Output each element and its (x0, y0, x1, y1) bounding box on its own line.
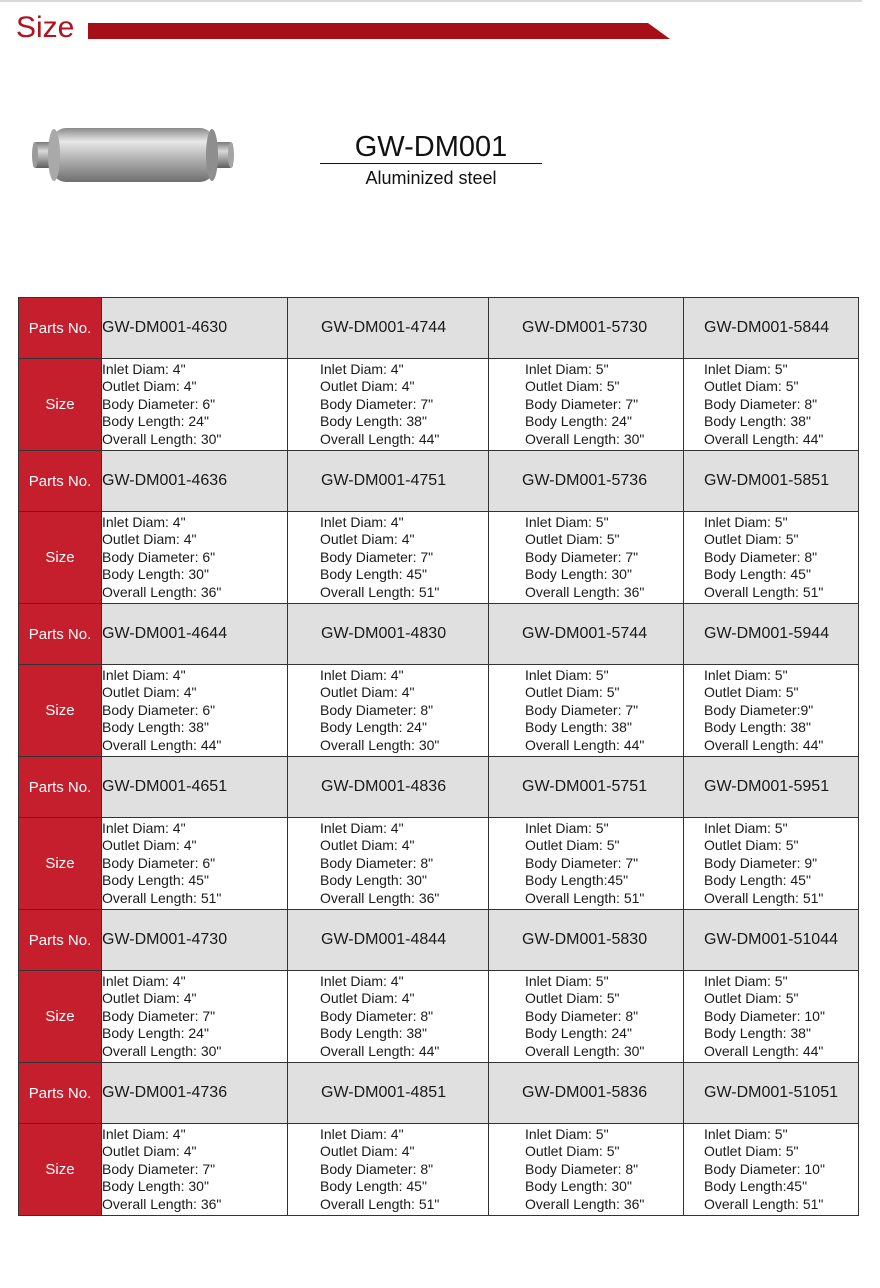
spec-line: Body Length: 45" (320, 566, 427, 583)
spec-line: Body Length:45" (525, 872, 629, 889)
spec-line: Outlet Diam: 4" (102, 837, 197, 854)
part-number-cell: GW-DM001-4636 (102, 451, 288, 512)
spec-line: Body Diameter: 8" (320, 1160, 434, 1177)
part-number-cell: GW-DM001-5736 (489, 451, 684, 512)
table-row (19, 818, 859, 910)
spec-line: Body Length: 38" (704, 413, 811, 430)
spec-line: Inlet Diam: 4" (102, 1125, 186, 1142)
spec-line: Body Length: 45" (704, 872, 811, 889)
spec-line: Outlet Diam: 5" (704, 837, 799, 854)
spec-line: Overall Length: 44" (102, 736, 222, 753)
spec-line: Inlet Diam: 5" (704, 360, 788, 377)
spec-line: Body Length: 30" (525, 566, 632, 583)
material-label: Aluminized steel (365, 168, 497, 188)
table-row (19, 1063, 859, 1124)
table-row (19, 757, 859, 818)
spec-line: Body Length: 24" (102, 413, 209, 430)
spec-line: Body Diameter:9" (704, 701, 814, 718)
part-number-cell: GW-DM001-4751 (288, 451, 489, 512)
spec-line: Overall Length: 44" (320, 1042, 440, 1059)
spec-line: Body Diameter: 8" (525, 1160, 639, 1177)
parts-no-label: Parts No. (19, 757, 102, 818)
spec-cell (489, 512, 684, 604)
part-number-cell: GW-DM001-51051 (684, 1063, 859, 1124)
spec-line: Inlet Diam: 5" (525, 666, 609, 683)
part-number-cell: GW-DM001-5851 (684, 451, 859, 512)
spec-cell (684, 512, 859, 604)
muffler-image (30, 124, 236, 184)
spec-line: Inlet Diam: 4" (320, 360, 404, 377)
spec-line: Outlet Diam: 4" (320, 1143, 415, 1160)
part-number-cell: GW-DM001-4830 (288, 604, 489, 665)
spec-line: Outlet Diam: 5" (525, 378, 620, 395)
spec-cell (489, 818, 684, 910)
spec-line: Outlet Diam: 4" (320, 378, 415, 395)
spec-line: Overall Length: 51" (525, 889, 645, 906)
spec-line: Body Diameter: 10" (704, 1007, 825, 1024)
size-label: Size (19, 665, 102, 757)
part-number-cell: GW-DM001-51044 (684, 910, 859, 971)
spec-line: Body Length:45" (704, 1178, 808, 1195)
model-name: GW-DM001 (354, 131, 508, 163)
spec-line: Overall Length: 36" (102, 583, 222, 600)
spec-cell (102, 971, 288, 1063)
spec-cell (102, 359, 288, 451)
part-number-cell: GW-DM001-4836 (288, 757, 489, 818)
spec-cell (489, 665, 684, 757)
table-row (19, 1124, 859, 1216)
table-row (19, 665, 859, 757)
spec-line: Inlet Diam: 5" (525, 1125, 609, 1142)
spec-line: Outlet Diam: 5" (525, 837, 620, 854)
spec-line: Body Diameter: 7" (320, 548, 434, 565)
part-number-cell: GW-DM001-4730 (102, 910, 288, 971)
spec-line: Overall Length: 36" (320, 889, 440, 906)
spec-line: Inlet Diam: 4" (102, 972, 186, 989)
part-number-cell: GW-DM001-5751 (489, 757, 684, 818)
table-row (19, 451, 859, 512)
spec-line: Body Diameter: 8" (525, 1007, 639, 1024)
spec-cell (288, 512, 489, 604)
spec-line: Inlet Diam: 5" (704, 972, 788, 989)
spec-line: Body Length: 30" (102, 566, 209, 583)
spec-line: Inlet Diam: 4" (320, 513, 404, 530)
spec-line: Body Length: 24" (320, 719, 427, 736)
spec-line: Inlet Diam: 5" (704, 819, 788, 836)
spec-line: Body Length: 30" (525, 1178, 632, 1195)
spec-line: Body Diameter: 8" (704, 548, 818, 565)
spec-line: Body Diameter: 6" (102, 548, 216, 565)
spec-line: Body Diameter: 6" (102, 854, 216, 871)
spec-line: Inlet Diam: 4" (102, 360, 186, 377)
spec-line: Outlet Diam: 5" (525, 684, 620, 701)
title-accent-bar (88, 23, 670, 39)
spec-line: Outlet Diam: 5" (704, 684, 799, 701)
spec-cell (288, 1124, 489, 1216)
spec-line: Inlet Diam: 5" (525, 360, 609, 377)
spec-line: Outlet Diam: 5" (525, 990, 620, 1007)
part-number-cell: GW-DM001-5951 (684, 757, 859, 818)
spec-line: Body Diameter: 10" (704, 1160, 825, 1177)
parts-no-label: Parts No. (19, 1063, 102, 1124)
spec-cell (684, 1124, 859, 1216)
spec-line: Overall Length: 51" (704, 889, 824, 906)
spec-line: Body Diameter: 6" (102, 701, 216, 718)
spec-line: Body Length: 30" (102, 1178, 209, 1195)
spec-line: Overall Length: 44" (704, 1042, 824, 1059)
spec-line: Overall Length: 51" (102, 889, 222, 906)
spec-cell (102, 512, 288, 604)
part-number-cell: GW-DM001-5830 (489, 910, 684, 971)
spec-line: Body Diameter: 7" (102, 1007, 216, 1024)
spec-cell (288, 665, 489, 757)
part-number-cell: GW-DM001-4844 (288, 910, 489, 971)
parts-no-label: Parts No. (19, 604, 102, 665)
part-number-cell: GW-DM001-4644 (102, 604, 288, 665)
spec-cell (684, 971, 859, 1063)
size-label: Size (19, 1124, 102, 1216)
spec-line: Body Length: 38" (704, 719, 811, 736)
top-divider (0, 0, 862, 2)
spec-line: Body Diameter: 7" (320, 395, 434, 412)
spec-cell (102, 818, 288, 910)
spec-line: Inlet Diam: 4" (320, 972, 404, 989)
spec-line: Body Diameter: 7" (102, 1160, 216, 1177)
spec-line: Overall Length: 30" (525, 430, 645, 447)
spec-line: Body Diameter: 8" (320, 854, 434, 871)
part-number-cell: GW-DM001-5730 (489, 298, 684, 359)
size-label: Size (19, 359, 102, 451)
part-number-cell: GW-DM001-4630 (102, 298, 288, 359)
parts-no-label: Parts No. (19, 910, 102, 971)
spec-line: Body Diameter: 8" (320, 1007, 434, 1024)
table-row (19, 298, 859, 359)
spec-line: Inlet Diam: 4" (102, 513, 186, 530)
parts-no-label: Parts No. (19, 298, 102, 359)
spec-line: Inlet Diam: 5" (525, 819, 609, 836)
spec-line: Outlet Diam: 4" (320, 531, 415, 548)
spec-cell (102, 665, 288, 757)
spec-line: Body Length: 30" (320, 872, 427, 889)
section-title: Size (16, 11, 75, 44)
spec-line: Inlet Diam: 4" (320, 666, 404, 683)
size-label: Size (19, 512, 102, 604)
spec-cell (684, 359, 859, 451)
part-number-cell: GW-DM001-4651 (102, 757, 288, 818)
spec-line: Body Length: 38" (102, 719, 209, 736)
spec-line: Outlet Diam: 5" (704, 1143, 799, 1160)
spec-line: Body Diameter: 6" (102, 395, 216, 412)
spec-line: Body Diameter: 9" (704, 854, 818, 871)
spec-line: Overall Length: 36" (525, 1195, 645, 1212)
spec-line: Outlet Diam: 4" (102, 531, 197, 548)
spec-line: Overall Length: 36" (102, 1195, 222, 1212)
spec-cell (288, 818, 489, 910)
spec-line: Body Diameter: 8" (320, 701, 434, 718)
spec-line: Inlet Diam: 4" (102, 666, 186, 683)
spec-line: Inlet Diam: 4" (320, 819, 404, 836)
spec-line: Body Length: 24" (102, 1025, 209, 1042)
spec-line: Body Diameter: 7" (525, 701, 639, 718)
spec-line: Body Diameter: 7" (525, 548, 639, 565)
table-row (19, 604, 859, 665)
spec-line: Body Length: 45" (704, 566, 811, 583)
spec-line: Outlet Diam: 4" (102, 1143, 197, 1160)
part-number-cell: GW-DM001-5944 (684, 604, 859, 665)
spec-line: Overall Length: 51" (320, 583, 440, 600)
spec-line: Inlet Diam: 5" (704, 513, 788, 530)
part-number-cell: GW-DM001-5744 (489, 604, 684, 665)
spec-cell (489, 971, 684, 1063)
spec-line: Outlet Diam: 4" (102, 990, 197, 1007)
spec-line: Inlet Diam: 5" (525, 972, 609, 989)
spec-line: Body Length: 38" (320, 413, 427, 430)
spec-line: Body Length: 45" (102, 872, 209, 889)
spec-line: Overall Length: 44" (704, 736, 824, 753)
part-number-cell: GW-DM001-4851 (288, 1063, 489, 1124)
spec-line: Overall Length: 51" (704, 583, 824, 600)
spec-line: Inlet Diam: 4" (102, 819, 186, 836)
spec-line: Body Length: 24" (525, 413, 632, 430)
spec-line: Overall Length: 30" (525, 1042, 645, 1059)
part-number-cell: GW-DM001-5836 (489, 1063, 684, 1124)
spec-line: Overall Length: 44" (704, 430, 824, 447)
spec-line: Overall Length: 44" (320, 430, 440, 447)
model-underline (320, 163, 542, 164)
spec-line: Overall Length: 30" (102, 430, 222, 447)
spec-line: Outlet Diam: 4" (320, 837, 415, 854)
spec-line: Outlet Diam: 4" (320, 684, 415, 701)
spec-line: Outlet Diam: 5" (704, 990, 799, 1007)
table-row (19, 971, 859, 1063)
part-number-cell: GW-DM001-5844 (684, 298, 859, 359)
spec-line: Outlet Diam: 4" (320, 990, 415, 1007)
table-row (19, 512, 859, 604)
spec-cell (684, 818, 859, 910)
spec-line: Overall Length: 36" (525, 583, 645, 600)
spec-line: Overall Length: 30" (102, 1042, 222, 1059)
spec-cell (489, 1124, 684, 1216)
spec-line: Inlet Diam: 4" (320, 1125, 404, 1142)
parts-no-label: Parts No. (19, 451, 102, 512)
spec-line: Body Length: 38" (704, 1025, 811, 1042)
spec-line: Body Length: 24" (525, 1025, 632, 1042)
spec-cell (288, 971, 489, 1063)
table-row (19, 359, 859, 451)
spec-line: Outlet Diam: 4" (102, 684, 197, 701)
spec-line: Inlet Diam: 5" (704, 1125, 788, 1142)
spec-cell (489, 359, 684, 451)
spec-line: Overall Length: 51" (320, 1195, 440, 1212)
spec-line: Overall Length: 30" (320, 736, 440, 753)
spec-line: Outlet Diam: 4" (102, 378, 197, 395)
size-label: Size (19, 818, 102, 910)
spec-line: Outlet Diam: 5" (525, 531, 620, 548)
spec-line: Body Diameter: 7" (525, 854, 639, 871)
spec-line: Outlet Diam: 5" (525, 1143, 620, 1160)
spec-line: Overall Length: 44" (525, 736, 645, 753)
spec-line: Inlet Diam: 5" (704, 666, 788, 683)
spec-cell (102, 1124, 288, 1216)
part-number-cell: GW-DM001-4744 (288, 298, 489, 359)
spec-line: Body Diameter: 7" (525, 395, 639, 412)
spec-line: Body Length: 38" (320, 1025, 427, 1042)
spec-line: Outlet Diam: 5" (704, 531, 799, 548)
spec-cell (288, 359, 489, 451)
spec-line: Outlet Diam: 5" (704, 378, 799, 395)
spec-line: Inlet Diam: 5" (525, 513, 609, 530)
size-label: Size (19, 971, 102, 1063)
spec-cell (684, 665, 859, 757)
part-number-cell: GW-DM001-4736 (102, 1063, 288, 1124)
spec-line: Overall Length: 51" (704, 1195, 824, 1212)
spec-line: Body Length: 45" (320, 1178, 427, 1195)
spec-line: Body Diameter: 8" (704, 395, 818, 412)
table-row (19, 910, 859, 971)
spec-line: Body Length: 38" (525, 719, 632, 736)
parts-size-table (18, 297, 859, 1216)
